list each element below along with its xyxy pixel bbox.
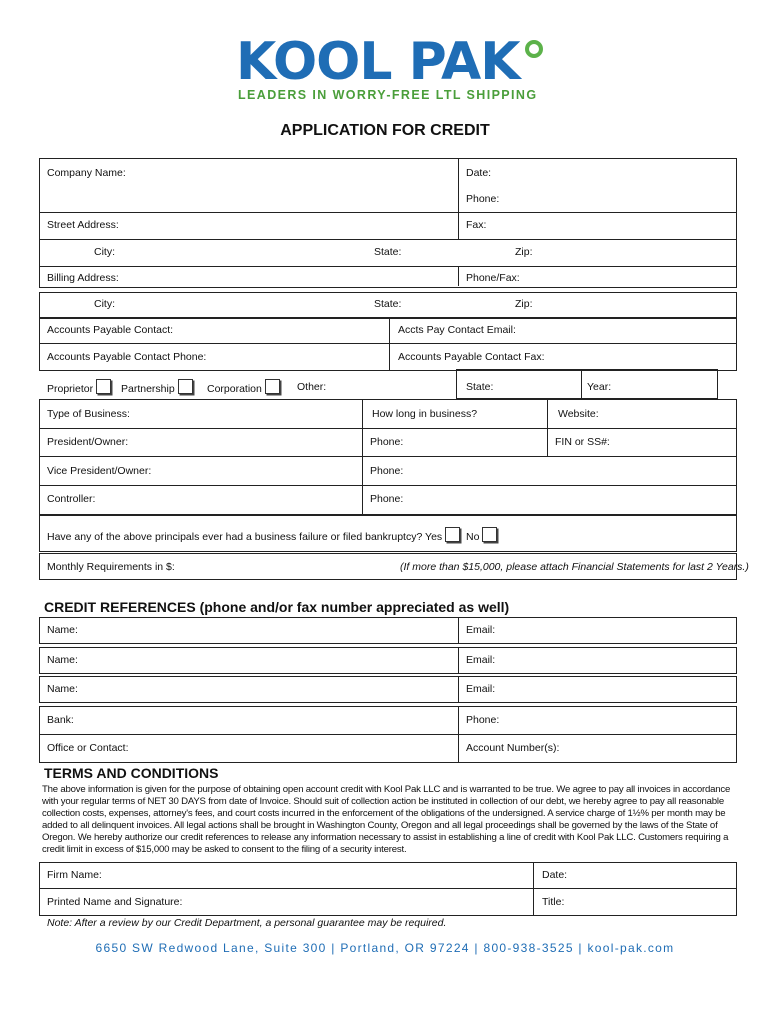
bank-phone-field[interactable]: Phone: bbox=[466, 714, 500, 726]
ref1-email-field[interactable]: Email: bbox=[466, 624, 496, 636]
city-field[interactable]: City: bbox=[94, 246, 115, 258]
ref1-name-field[interactable]: Name: bbox=[47, 624, 78, 636]
ref3-email-field[interactable]: Email: bbox=[466, 683, 496, 695]
company-logo: KOOL PAK bbox=[236, 32, 520, 92]
controller-field[interactable]: Controller: bbox=[47, 493, 96, 505]
phone-fax-field[interactable]: Phone/Fax: bbox=[466, 272, 520, 284]
president-phone-field[interactable]: Phone: bbox=[370, 436, 404, 448]
credit-references-heading: CREDIT REFERENCES (phone and/or fax number appreciated as well) bbox=[44, 599, 510, 615]
ref2-email-field[interactable]: Email: bbox=[466, 654, 496, 666]
fax-field[interactable]: Fax: bbox=[466, 219, 487, 231]
billing-address-field[interactable]: Billing Address: bbox=[47, 272, 119, 284]
monthly-requirements-field[interactable]: Monthly Requirements in $: bbox=[47, 561, 175, 573]
corporation-label: Corporation bbox=[207, 383, 262, 395]
page-title: APPLICATION FOR CREDIT bbox=[280, 122, 490, 139]
bankruptcy-no-label: No bbox=[466, 531, 480, 543]
fin-ss-field[interactable]: FIN or SS#: bbox=[555, 436, 610, 448]
type-of-business-field[interactable]: Type of Business: bbox=[47, 408, 130, 420]
corporation-checkbox[interactable] bbox=[265, 379, 280, 394]
website-field[interactable]: Website: bbox=[558, 408, 599, 420]
ap-email-field[interactable]: Accts Pay Contact Email: bbox=[398, 324, 516, 336]
partnership-checkbox[interactable] bbox=[178, 379, 193, 394]
billing-state-field[interactable]: State: bbox=[374, 298, 402, 310]
years-in-business-field[interactable]: How long in business? bbox=[372, 408, 478, 420]
corporation-option[interactable] bbox=[207, 379, 280, 395]
ap-fax-field[interactable]: Accounts Payable Contact Fax: bbox=[398, 351, 545, 363]
state-field[interactable]: State: bbox=[374, 246, 402, 258]
controller-phone-field[interactable]: Phone: bbox=[370, 493, 404, 505]
company-name-field[interactable]: Company Name: bbox=[47, 167, 126, 179]
year-field[interactable]: Year: bbox=[587, 381, 612, 393]
billing-zip-field[interactable]: Zip: bbox=[515, 298, 533, 310]
terms-heading: TERMS AND CONDITIONS bbox=[44, 765, 219, 781]
proprietor-option[interactable] bbox=[47, 379, 111, 395]
date-field[interactable]: Date: bbox=[466, 167, 492, 179]
printed-name-signature-field[interactable]: Printed Name and Signature: bbox=[47, 896, 183, 908]
office-contact-field[interactable]: Office or Contact: bbox=[47, 742, 129, 754]
proprietor-label: Proprietor bbox=[47, 383, 94, 395]
bank-field[interactable]: Bank: bbox=[47, 714, 74, 726]
partnership-option[interactable] bbox=[121, 379, 193, 395]
incorporation-state-field[interactable]: State: bbox=[466, 381, 494, 393]
phone-field[interactable]: Phone: bbox=[466, 193, 500, 205]
company-tagline: LEADERS IN WORRY-FREE LTL SHIPPING bbox=[238, 88, 538, 102]
account-number-field[interactable]: Account Number(s): bbox=[466, 742, 560, 754]
guarantee-note: Note: After a review by our Credit Department, a personal guarantee may be required. bbox=[47, 917, 447, 929]
partnership-label: Partnership bbox=[121, 383, 175, 395]
terms-body: The above information is given for the purpose of obtaining open account credit with Kool Pak LLC and is warranted to be true. We agree to pay all invoices in accordance with your regular terms of NET 30 DAYS from date of Invoice. Should suit of collection action be instituted in collection of our debt, we hereby agree to pay all reasonable collection costs, expenses, attorney's fees, and court costs incurred in the enforcement of the obligations of the undersigned. A service charge of 1½% per month may be added to all delinquent invoices. All legal actions shall be brought in Washington County, Oregon and all legal proceedings shall be governed by the laws of the State of Oregon. We hereby authorize our credit references to release any information necessary to assist in establishing a line of credit with Kool Pak LLC. Customers requiring a credit limit in excess of $15,000 may be asked to consent to the filing of a security interest. bbox=[42, 784, 731, 855]
signature-date-field[interactable]: Date: bbox=[542, 869, 568, 881]
logo-dot-icon bbox=[525, 40, 543, 58]
signer-title-field[interactable]: Title: bbox=[542, 896, 565, 908]
bankruptcy-no-checkbox[interactable] bbox=[482, 527, 497, 542]
bankruptcy-yes-checkbox[interactable] bbox=[445, 527, 460, 542]
ref2-name-field[interactable]: Name: bbox=[47, 654, 78, 666]
zip-field[interactable]: Zip: bbox=[515, 246, 533, 258]
bankruptcy-question-text: Have any of the above principals ever had a business failure or filed bankruptcy? Yes bbox=[47, 531, 443, 543]
monthly-note: (If more than $15,000, please attach Financial Statements for last 2 Years.) bbox=[400, 561, 749, 573]
company-info-section bbox=[39, 158, 737, 288]
street-address-field[interactable]: Street Address: bbox=[47, 219, 119, 231]
proprietor-checkbox[interactable] bbox=[96, 379, 111, 394]
firm-name-field[interactable]: Firm Name: bbox=[47, 869, 102, 881]
ref3-name-field[interactable]: Name: bbox=[47, 683, 78, 695]
billing-city-field[interactable]: City: bbox=[94, 298, 115, 310]
bankruptcy-question bbox=[47, 527, 497, 543]
footer-contact: 6650 SW Redwood Lane, Suite 300 | Portland, OR 97224 | 800-938-3525 | kool-pak.com bbox=[95, 941, 675, 955]
vice-president-field[interactable]: Vice President/Owner: bbox=[47, 465, 152, 477]
ap-phone-field[interactable]: Accounts Payable Contact Phone: bbox=[47, 351, 207, 363]
president-field[interactable]: President/Owner: bbox=[47, 436, 129, 448]
other-field[interactable]: Other: bbox=[297, 381, 327, 393]
vp-phone-field[interactable]: Phone: bbox=[370, 465, 404, 477]
ap-contact-field[interactable]: Accounts Payable Contact: bbox=[47, 324, 174, 336]
